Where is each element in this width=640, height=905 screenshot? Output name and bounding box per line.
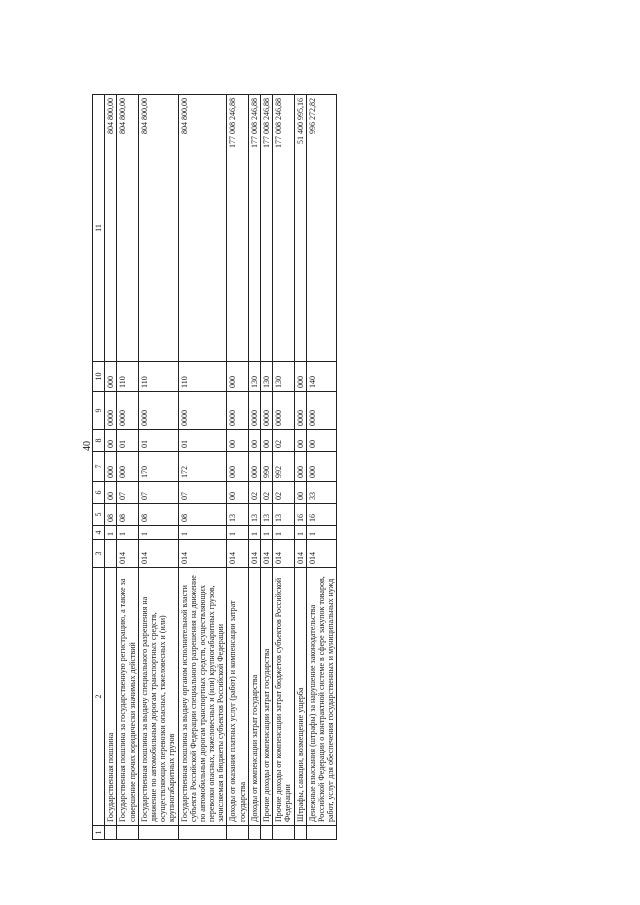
column-header-9: 9 <box>93 392 105 430</box>
row-code-cell: 1 <box>117 526 138 540</box>
row-code-cell: 02 <box>273 430 294 452</box>
row-code-cell: 014 <box>178 540 227 568</box>
row-code-cell: 0000 <box>261 392 273 430</box>
row-code-cell: 1 <box>306 526 337 540</box>
row-code-cell: 0000 <box>178 392 227 430</box>
row-description: Денежные взыскания (штрафы) за нарушение законодательства Российской Федерации о контрактной системе в сфере закупок товаров, работ, услуг для обеспечения государственных и муниципальных нужд <box>306 568 337 826</box>
row-code-cell: 000 <box>105 362 117 392</box>
row-description: Государственная пошлина за государственную регистрацию, а также за совершение прочих юридически значимых действий <box>117 568 138 826</box>
row-code-cell: 000 <box>227 362 248 392</box>
table-row <box>105 95 117 840</box>
row-code-cell: 02 <box>261 482 273 504</box>
header-row <box>93 95 105 840</box>
row-code-cell: 992 <box>273 452 294 482</box>
row-code-cell: 02 <box>273 482 294 504</box>
row-description: Штрафы, санкции, возмещение ущерба <box>294 568 306 826</box>
row-code-cell: 33 <box>306 482 337 504</box>
row-code-cell: 0000 <box>117 392 138 430</box>
column-header-3: 3 <box>93 540 105 568</box>
row-code-cell: 16 <box>306 504 337 526</box>
row-code-cell <box>227 826 248 840</box>
row-code-cell: 000 <box>105 452 117 482</box>
row-code-cell: 014 <box>227 540 248 568</box>
row-amount: 804 800,00 <box>178 95 227 362</box>
table-body <box>105 95 337 840</box>
table-row <box>273 95 294 840</box>
row-code-cell: 00 <box>294 430 306 452</box>
row-description: Государственная пошлина за выдачу специального разрешения на движение по автомобильным дорогам транспортных средств, осуществляющих перевозки опасных, тяжеловесных и (или) крупногабаритных грузов <box>138 568 178 826</box>
row-code-cell: 014 <box>261 540 273 568</box>
row-amount: 177 008 246,88 <box>273 95 294 362</box>
column-header-11: 11 <box>93 95 105 362</box>
row-code-cell: 110 <box>178 362 227 392</box>
column-header-10: 10 <box>93 362 105 392</box>
row-code-cell: 0000 <box>273 392 294 430</box>
row-code-cell: 014 <box>138 540 178 568</box>
row-code-cell: 08 <box>138 504 178 526</box>
row-code-cell: 014 <box>294 540 306 568</box>
column-header-7: 7 <box>93 452 105 482</box>
row-code-cell: 130 <box>273 362 294 392</box>
row-code-cell: 02 <box>248 482 260 504</box>
row-description: Государственная пошлина <box>105 568 117 826</box>
row-code-cell <box>248 826 260 840</box>
row-code-cell: 1 <box>273 526 294 540</box>
row-code-cell: 00 <box>105 482 117 504</box>
row-code-cell: 07 <box>117 482 138 504</box>
row-code-cell <box>294 826 306 840</box>
table-row <box>294 95 306 840</box>
row-code-cell: 014 <box>248 540 260 568</box>
row-code-cell: 00 <box>105 430 117 452</box>
column-header-8: 8 <box>93 430 105 452</box>
row-code-cell: 00 <box>294 482 306 504</box>
row-code-cell: 170 <box>138 452 178 482</box>
row-code-cell: 13 <box>227 504 248 526</box>
row-code-cell: 130 <box>248 362 260 392</box>
row-code-cell: 990 <box>261 452 273 482</box>
revenue-table <box>92 94 337 840</box>
row-code-cell: 00 <box>227 482 248 504</box>
row-code-cell: 13 <box>248 504 260 526</box>
row-description: Прочие доходы от компенсации затрат государства <box>261 568 273 826</box>
row-code-cell: 000 <box>306 452 337 482</box>
row-code-cell: 01 <box>178 430 227 452</box>
row-amount: 804 800,00 <box>138 95 178 362</box>
row-code-cell <box>105 540 117 568</box>
row-code-cell: 1 <box>227 526 248 540</box>
row-code-cell: 16 <box>294 504 306 526</box>
row-code-cell: 000 <box>294 452 306 482</box>
row-code-cell: 0000 <box>138 392 178 430</box>
row-code-cell: 000 <box>294 362 306 392</box>
row-code-cell <box>306 826 337 840</box>
page-number: 40 <box>82 441 93 451</box>
row-code-cell: 000 <box>227 452 248 482</box>
column-header-1: 1 <box>93 826 105 840</box>
row-code-cell <box>138 826 178 840</box>
row-code-cell: 13 <box>261 504 273 526</box>
row-code-cell: 00 <box>306 430 337 452</box>
row-code-cell: 130 <box>261 362 273 392</box>
row-code-cell: 1 <box>261 526 273 540</box>
row-description: Доходы от оказания платных услуг (работ) и компенсации затрат государства <box>227 568 248 826</box>
table-row <box>227 95 248 840</box>
table-row <box>138 95 178 840</box>
row-code-cell: 014 <box>117 540 138 568</box>
column-header-6: 6 <box>93 482 105 504</box>
row-description: Доходы от компенсации затрат государства <box>248 568 260 826</box>
row-description: Прочие доходы от компенсации затрат бюджетов субъектов Российской Федерации <box>273 568 294 826</box>
row-code-cell: 014 <box>306 540 337 568</box>
row-code-cell: 01 <box>138 430 178 452</box>
row-code-cell <box>273 826 294 840</box>
row-code-cell: 000 <box>248 452 260 482</box>
row-code-cell: 110 <box>138 362 178 392</box>
row-code-cell: 08 <box>105 504 117 526</box>
row-code-cell: 000 <box>117 452 138 482</box>
row-code-cell: 07 <box>138 482 178 504</box>
row-amount: 177 008 246,88 <box>261 95 273 362</box>
row-code-cell: 0000 <box>306 392 337 430</box>
table-row <box>178 95 227 840</box>
column-header-4: 4 <box>93 526 105 540</box>
row-code-cell: 1 <box>178 526 227 540</box>
row-amount: 177 008 246,88 <box>248 95 260 362</box>
row-code-cell: 00 <box>248 430 260 452</box>
row-code-cell: 1 <box>105 526 117 540</box>
row-code-cell: 172 <box>178 452 227 482</box>
row-code-cell <box>105 826 117 840</box>
table-row <box>248 95 260 840</box>
row-code-cell: 00 <box>261 430 273 452</box>
row-code-cell: 00 <box>227 430 248 452</box>
row-code-cell <box>261 826 273 840</box>
row-code-cell <box>178 826 227 840</box>
row-description: Государственная пошлина за выдачу органом исполнительной власти субъекта Российской Федерации специального разрешения на движение по автомобильным дорогам транспортных средств, осуществляющих перевозки опасных, тяжеловесных и (или) крупногабаритных грузов, зачисляемая в бюджеты субъектов Российской Федерации <box>178 568 227 826</box>
row-code-cell: 140 <box>306 362 337 392</box>
row-amount: 51 400 995,16 <box>294 95 306 362</box>
row-code-cell: 110 <box>117 362 138 392</box>
row-code-cell: 01 <box>117 430 138 452</box>
row-code-cell: 014 <box>273 540 294 568</box>
row-code-cell: 1 <box>248 526 260 540</box>
row-amount: 804 800,00 <box>117 95 138 362</box>
row-code-cell: 0000 <box>227 392 248 430</box>
row-code-cell: 1 <box>294 526 306 540</box>
row-code-cell: 0000 <box>105 392 117 430</box>
row-amount: 177 008 246,88 <box>227 95 248 362</box>
row-code-cell: 0000 <box>294 392 306 430</box>
row-code-cell: 0000 <box>248 392 260 430</box>
column-header-5: 5 <box>93 504 105 526</box>
row-code-cell: 08 <box>117 504 138 526</box>
row-code-cell: 08 <box>178 504 227 526</box>
rotated-table-container <box>92 95 512 840</box>
row-code-cell: 07 <box>178 482 227 504</box>
table-row <box>261 95 273 840</box>
table-row <box>306 95 337 840</box>
row-amount: 996 272,82 <box>306 95 337 362</box>
row-code-cell <box>117 826 138 840</box>
column-header-2: 2 <box>93 568 105 826</box>
row-code-cell: 1 <box>138 526 178 540</box>
table-row <box>117 95 138 840</box>
row-amount: 804 800,00 <box>105 95 117 362</box>
row-code-cell: 13 <box>273 504 294 526</box>
